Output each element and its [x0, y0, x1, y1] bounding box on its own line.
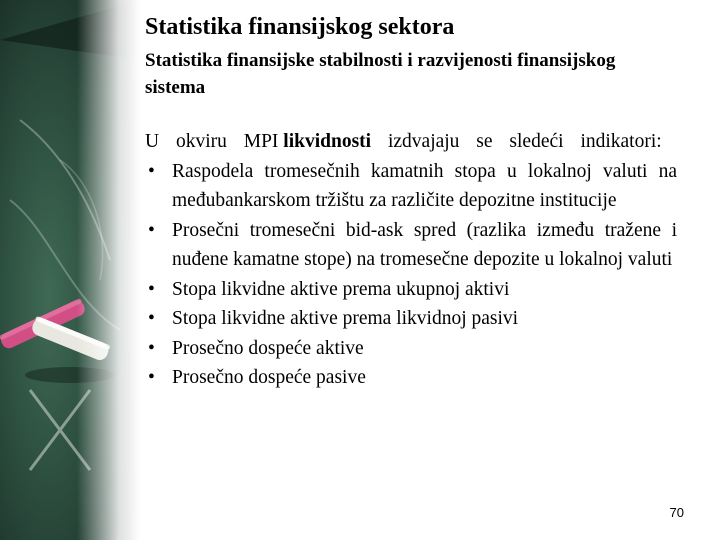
slide-subtitle: Statistika finansijske stabilnosti i razvijenosti finansijskog sistema — [145, 50, 616, 98]
list-item: • Prosečno dospeće aktive — [145, 334, 677, 364]
slide-body — [145, 127, 677, 393]
decoration-fade — [0, 0, 140, 540]
list-item: • Stopa likvidne aktive prema ukupnoj aktivi — [145, 275, 677, 305]
list-item: • Stopa likvidne aktive prema likvidnoj pasivi — [145, 304, 677, 334]
intro-paragraph — [145, 127, 677, 157]
intro-text-after: izdvajaju se sledeći indikatori: — [371, 131, 662, 152]
list-item: • Prosečni tromesečni bid-ask spred (razlika između tražene i nuđene kamatne stope) na tromesečne depozite u lokalnoj valuti — [145, 216, 677, 275]
list-item: • Raspodela tromesečnih kamatnih stopa u lokalnoj valuti na međubankarskom tržištu za različite depozitne institucije — [145, 157, 677, 216]
page-number: 70 — [669, 505, 684, 520]
slide-title: Statistika finansijskog sektora — [145, 14, 455, 40]
list-item: • Prosečno dospeće pasive — [145, 363, 677, 393]
intro-text-before: U okviru MPI — [145, 131, 279, 152]
indicator-list — [145, 157, 677, 393]
intro-bold-word: likvidnosti — [283, 131, 372, 152]
chalkboard-decoration — [0, 0, 140, 540]
